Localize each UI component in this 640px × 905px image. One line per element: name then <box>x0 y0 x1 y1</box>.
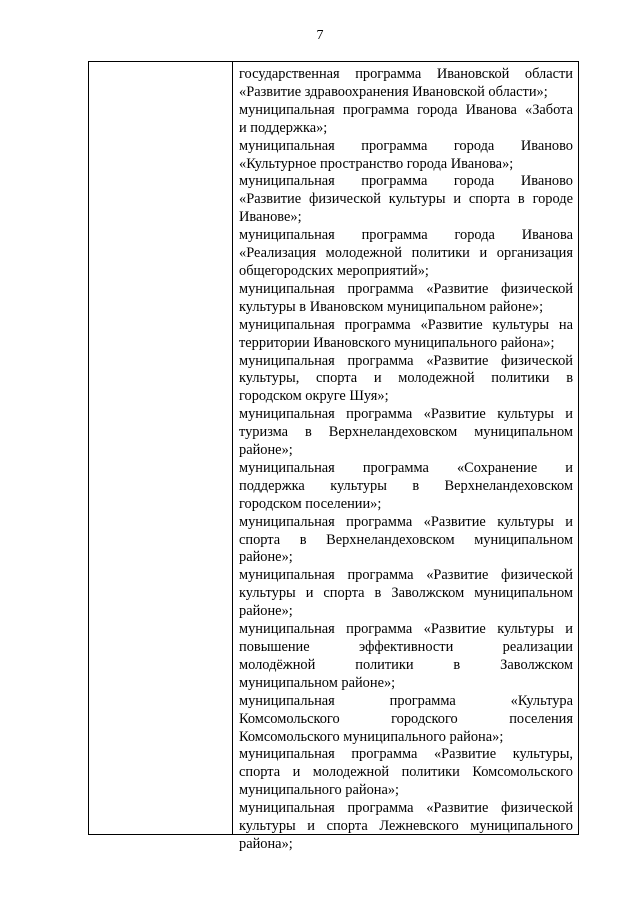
program-line: районе»; <box>239 549 293 566</box>
program-line: муниципальная программа города Иванова «Забота <box>239 101 573 118</box>
program-line: «Развитие физической культуры и спорта в городе <box>239 191 573 208</box>
program-line: муниципальная программа «Развитие физической <box>239 280 573 297</box>
program-list <box>239 66 573 854</box>
program-line: муниципальная программа «Культура <box>239 692 573 709</box>
program-line: туризма в Верхнеландеховском муниципальном <box>239 424 573 441</box>
program-line: повышение эффективности реализации <box>239 639 573 655</box>
program-item <box>239 621 573 693</box>
program-line: «Реализация молодежной политики и организация <box>239 245 573 262</box>
program-line: Комсомольского городского поселения <box>239 710 573 727</box>
program-line: городском округе Шуя»; <box>239 388 389 405</box>
program-line: «Развитие здравоохранения Ивановской области»; <box>239 83 548 100</box>
program-line: муниципальная программа города Иваново <box>239 173 573 190</box>
program-line: муниципальная программа «Развитие культуры и <box>239 621 573 638</box>
column-divider <box>232 62 233 834</box>
program-line: муниципальная программа «Развитие физической <box>239 567 573 584</box>
program-line: Комсомольского муниципального района»; <box>239 728 504 745</box>
program-line: поддержка культуры в Верхнеландеховском <box>239 477 573 494</box>
program-line: культуры и спорта в Заволжском муниципальном <box>239 585 573 602</box>
program-line: муниципальная программа «Развитие культуры и <box>239 513 573 530</box>
program-item <box>239 693 573 747</box>
program-line: городском поселении»; <box>239 495 382 512</box>
program-line: молодёжной политики в Заволжском <box>239 656 573 673</box>
program-line: муниципальная программа города Иванова <box>239 227 573 244</box>
program-item <box>239 102 573 138</box>
program-item <box>239 281 573 317</box>
program-line: культуры и спорта Лежневского муниципального <box>239 818 573 835</box>
program-line: культуры в Ивановском муниципальном районе»; <box>239 298 544 315</box>
program-line: территории Ивановского муниципального района»; <box>239 334 555 351</box>
program-item <box>239 173 573 227</box>
program-line: государственная программа Ивановской области <box>239 66 573 82</box>
program-item <box>239 567 573 621</box>
program-line: культуры, спорта и молодежной политики в <box>239 370 573 387</box>
program-item <box>239 353 573 407</box>
program-line: общегородских мероприятий»; <box>239 262 429 279</box>
program-line: муниципальная программа города Иваново <box>239 137 573 154</box>
program-line: района»; <box>239 835 293 852</box>
program-line: муниципального района»; <box>239 782 400 799</box>
table-left-cell <box>89 62 232 834</box>
program-item <box>239 227 573 281</box>
document-table <box>88 61 579 852</box>
program-line: муниципальная программа «Развитие культуры на <box>239 316 573 333</box>
program-item <box>239 800 573 854</box>
program-line: спорта и молодежной политики Комсомольского <box>239 764 573 781</box>
program-line: муниципальная программа «Сохранение и <box>239 459 573 476</box>
program-item <box>239 746 573 800</box>
program-line: муниципальная программа «Развитие физической <box>239 352 573 369</box>
program-line: «Культурное пространство города Иванова»; <box>239 155 514 172</box>
program-item <box>239 514 573 568</box>
program-line: и поддержка»; <box>239 119 328 136</box>
program-item <box>239 138 573 174</box>
program-item <box>239 460 573 514</box>
program-line: муниципальная программа «Развитие культуры и <box>239 406 573 423</box>
program-line: районе»; <box>239 442 293 459</box>
program-line: районе»; <box>239 603 293 620</box>
program-line: Иванове»; <box>239 209 302 226</box>
program-line: муниципальная программа «Развитие культуры, <box>239 746 573 763</box>
program-line: муниципальная программа «Развитие физической <box>239 800 573 817</box>
program-line: спорта в Верхнеландеховском муниципальном <box>239 531 573 548</box>
program-item <box>239 66 573 102</box>
page-number: 7 <box>316 28 324 43</box>
program-line: муниципальном районе»; <box>239 674 396 691</box>
program-item <box>239 406 573 460</box>
program-item <box>239 317 573 353</box>
